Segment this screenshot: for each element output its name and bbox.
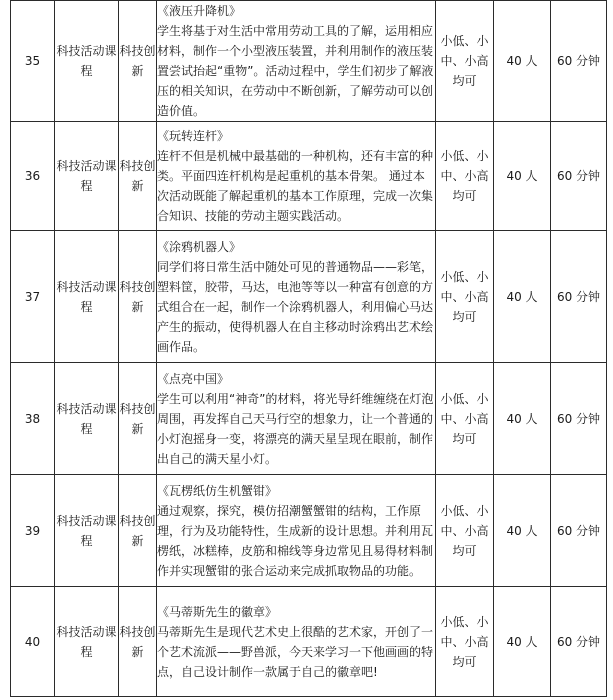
course-description: 同学们将日常生活中随处可见的普通物品——彩笔，塑料筐，胶带，马达，电池等等以一种富有创意的方式组合在一起，制作一个涂鸦机器人，利用偏心马达产生的振动，使得机器人在自主移动时涂鸦出艺术绘画作品。 xyxy=(157,259,434,354)
course-content-cell xyxy=(157,231,436,363)
course-duration: 60 分钟 xyxy=(551,231,607,363)
course-title: 《马蒂斯先生的徽章》 xyxy=(157,604,278,619)
course-duration: 60 分钟 xyxy=(551,587,607,697)
row-number: 40 xyxy=(11,587,55,697)
table-row xyxy=(11,231,607,363)
course-field: 科技创新 xyxy=(119,587,157,697)
suitable-grades: 小低、小中、小高均可 xyxy=(436,587,494,697)
row-number: 37 xyxy=(11,231,55,363)
course-content-cell xyxy=(157,475,436,587)
course-title: 《玩转连杆》 xyxy=(157,129,230,143)
course-category: 科技活动课程 xyxy=(55,122,119,231)
row-number: 36 xyxy=(11,122,55,231)
course-description: 通过观察，探究，模仿招潮蟹蟹钳的结构，工作原理，行为及功能特性，生成新的设计思想。并利用瓦楞纸，冰糕棒，皮筋和棉线等身边常见且易得材料制作并实现蟹钳的张合运动来完成抓取物品的功能。 xyxy=(157,503,434,578)
course-category: 科技活动课程 xyxy=(55,1,119,122)
row-number: 39 xyxy=(11,475,55,587)
course-description: 学生可以利用“神奇”的材料，将光导纤维缠绕在灯泡周围，再发挥自己天马行空的想象力，让一个普通的小灯泡摇身一变，将漂亮的满天星呈现在眼前，制作出自己的满天星小灯。 xyxy=(157,391,434,466)
course-content-cell xyxy=(157,363,436,475)
course-duration: 60 分钟 xyxy=(551,363,607,475)
participant-count: 40 人 xyxy=(494,587,551,697)
suitable-grades: 小低、小中、小高均可 xyxy=(436,1,494,122)
table-row xyxy=(11,1,607,122)
course-title: 《液压升降机》 xyxy=(157,4,242,18)
course-category: 科技活动课程 xyxy=(55,231,119,363)
participant-count: 40 人 xyxy=(494,1,551,122)
suitable-grades: 小低、小中、小高均可 xyxy=(436,475,494,587)
course-duration: 60 分钟 xyxy=(551,475,607,587)
participant-count: 40 人 xyxy=(494,122,551,231)
course-field: 科技创新 xyxy=(119,1,157,122)
row-number: 35 xyxy=(11,1,55,122)
course-title: 《点亮中国》 xyxy=(157,371,230,386)
course-category: 科技活动课程 xyxy=(55,363,119,475)
course-duration: 60 分钟 xyxy=(551,1,607,122)
suitable-grades: 小低、小中、小高均可 xyxy=(436,231,494,363)
course-category: 科技活动课程 xyxy=(55,475,119,587)
course-description: 马蒂斯先生是现代艺术史上很酷的艺术家，开创了一个艺术流派——野兽派，今天来学习一下他画画的特点，自己设计制作一款属于自己的徽章吧! xyxy=(157,624,434,679)
course-description: 学生将基于对生活中常用劳动工具的了解，运用相应材料，制作一个小型液压装置，并利用制作的液压装置尝试抬起“重物”。活动过程中，学生们初步了解液压的相关知识，在劳动中不断创新，了解劳动可以创造价值。 xyxy=(157,24,434,118)
course-field: 科技创新 xyxy=(119,363,157,475)
course-content-cell xyxy=(157,587,436,697)
course-table xyxy=(10,0,607,697)
table-row xyxy=(11,475,607,587)
course-field: 科技创新 xyxy=(119,122,157,231)
course-title: 《瓦楞纸仿生机蟹钳》 xyxy=(157,483,278,498)
suitable-grades: 小低、小中、小高均可 xyxy=(436,122,494,231)
table-row xyxy=(11,587,607,697)
suitable-grades: 小低、小中、小高均可 xyxy=(436,363,494,475)
course-category: 科技活动课程 xyxy=(55,587,119,697)
table-row xyxy=(11,363,607,475)
row-number: 38 xyxy=(11,363,55,475)
table-row xyxy=(11,122,607,231)
participant-count: 40 人 xyxy=(494,363,551,475)
course-description: 连杆不但是机械中最基础的一种机构，还有丰富的种类。平面四连杆机构是起重机的基本骨架。 通过本次活动既能了解起重机的基本工作原理，完成一次集合知识、技能的劳动主题实践活动。 xyxy=(157,149,434,223)
participant-count: 40 人 xyxy=(494,231,551,363)
course-content-cell xyxy=(157,122,436,231)
course-duration: 60 分钟 xyxy=(551,122,607,231)
participant-count: 40 人 xyxy=(494,475,551,587)
course-field: 科技创新 xyxy=(119,231,157,363)
course-title: 《涂鸦机器人》 xyxy=(157,239,242,254)
course-field: 科技创新 xyxy=(119,475,157,587)
course-content-cell xyxy=(157,1,436,122)
